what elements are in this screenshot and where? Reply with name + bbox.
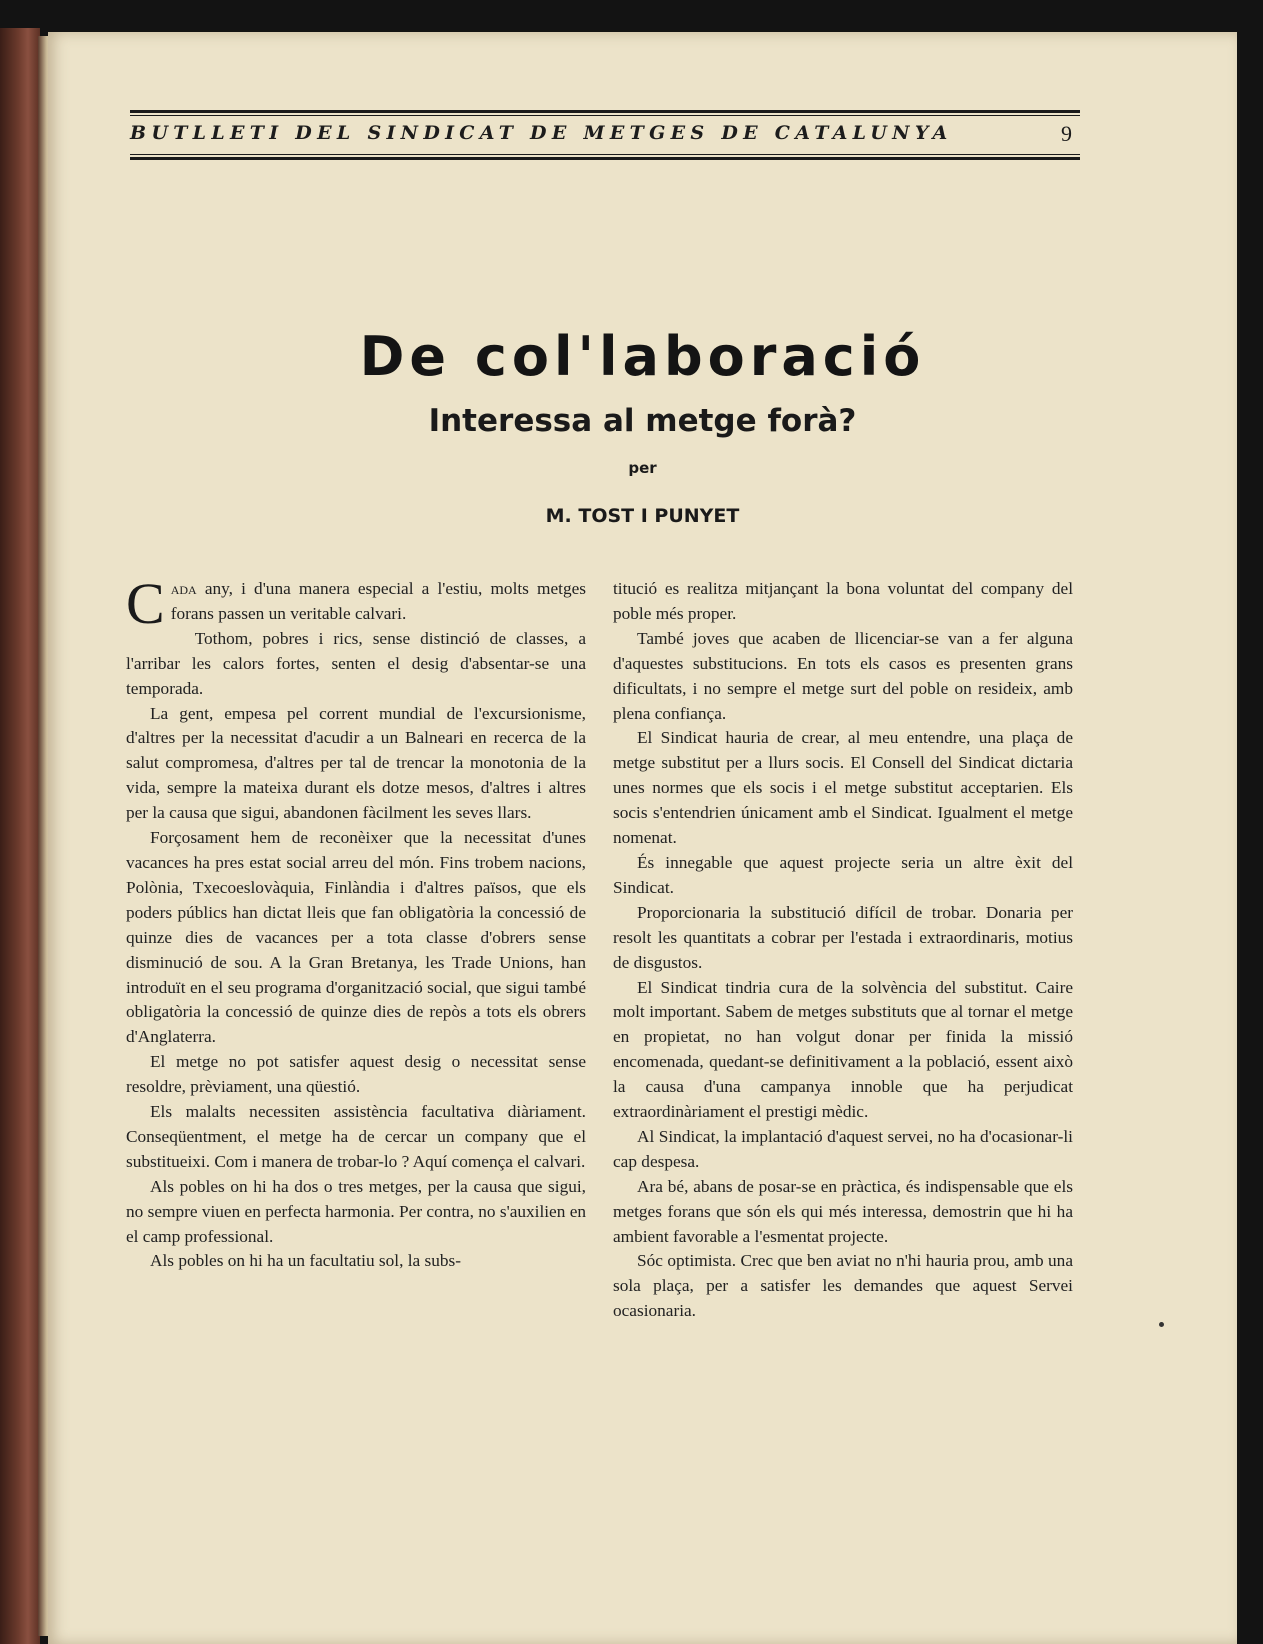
ink-speck	[1159, 1322, 1164, 1327]
article-title: De col'laboració	[359, 325, 926, 388]
opening-paragraph	[126, 571, 586, 636]
paragraph: Forçosament hem de reconèixer que la necessitat d'unes vacances ha pres estat social arreu del món. Fins trobem nacions, Polònia, Txecoeslovàquia, Finlàndia i d'altres països, que els poders públics han dictat lleis que fan obligatòria la concessió de quinze dies de vacances per a tota classe d'obrers sense disminució de sou. A la Gran Bretanya, les Trade Unions, han introduït en el seu programa d'organització social, que sigui també obligatòria la concessió de quinze dies de repòs a tots els obrers d'Anglaterra.	[126, 828, 586, 1047]
opening-text: any, i d'una manera especial a l'estiu, molts metges forans passen un veritable calvari.	[170, 579, 586, 623]
running-header	[130, 110, 1080, 162]
header-rule	[130, 157, 1080, 160]
page-number: 9	[1061, 121, 1072, 146]
drop-cap: C	[126, 571, 165, 636]
paragraph: També joves que acaben de llicenciar-se van a fer alguna d'aquestes substitucions. En tots els casos es presenten grans dificultats, i no sempre el metge surt del poble on resideix, amb plena confiança.	[613, 628, 1073, 723]
paragraph: Tothom, pobres i rics, sense distinció de classes, a l'arribar les calors fortes, senten el desig d'absentar-se una temporada.	[126, 628, 586, 698]
byline-prefix: per	[628, 459, 657, 477]
book-spine	[0, 28, 40, 1644]
paragraph: Els malalts necessiten assistència facultativa diàriament. Conseqüentment, el metge ha de cercar un company que el substitueixi. Com i manera de trobar-lo ? Aquí comença el calvari.	[126, 1102, 586, 1171]
right-column	[613, 577, 1073, 1324]
continued-paragraph: titució es realitza mitjançant la bona voluntat del company del poble més proper.	[613, 579, 1073, 623]
article-subtitle: Interessa al metge forà?	[428, 403, 857, 439]
header-rule	[130, 154, 1080, 155]
paragraph: Al Sindicat, la implantació d'aquest servei, no ha d'ocasionar-li cap despesa.	[613, 1126, 1073, 1171]
paragraph: La gent, empesa pel corrent mundial de l'excursionisme, d'altres per la necessitat d'acudir a un Balneari en recerca de la salut compromesa, d'altres per tal de trencar la monotonia de la vida, sempre la mateixa durant els dotze mesos, d'altres i altres per la causa que sigui, abandonen fàcilment les seves llars.	[126, 703, 586, 823]
journal-title: BUTLLETI DEL SINDICAT DE METGES DE CATALUNYA	[130, 122, 953, 144]
paragraph: Ara bé, abans de posar-se en pràctica, és indispensable que els metges forans que són els qui més interessa, demostrin que hi ha ambient favorable a l'esmentat projecte.	[613, 1176, 1073, 1246]
left-column	[126, 571, 586, 1274]
paragraph: El metge no pot satisfer aquest desig o necessitat sense resoldre, prèviament, una qüestió.	[126, 1052, 586, 1097]
header-rule	[130, 115, 1080, 116]
opening-small-caps: ada	[170, 579, 197, 598]
header-rule	[130, 110, 1080, 113]
paragraph: El Sindicat tindria cura de la solvència del substitut. Caire molt important. Sabem de metges substituts que al tornar el metge en propietat, no han volgut donar per finida la missió encomenada, quedant-se definitivament a la població, essent això la causa d'una campanya innoble que ha perjudicat extraordinàriament el prestigi mèdic.	[613, 977, 1073, 1122]
article-author: M. TOST I PUNYET	[545, 505, 740, 527]
paragraph: Als pobles on hi ha un facultatiu sol, la subs-	[150, 1251, 462, 1271]
paragraph: És innegable que aquest projecte seria un altre èxit del Sindicat.	[613, 852, 1073, 897]
paragraph: Als pobles on hi ha dos o tres metges, per la causa que sigui, no sempre viuen en perfecta harmonia. Per contra, no s'auxilien en el camp professional.	[126, 1176, 586, 1246]
paragraph: Proporcionaria la substitució difícil de trobar. Donaria per resolt les quantitats a cobrar per l'estada i extraordinaris, motius de disgustos.	[613, 902, 1073, 972]
paragraph: El Sindicat hauria de crear, al meu entendre, una plaça de metge substitut per a llurs socis. El Consell del Sindicat dictaria unes normes que els socis i el metge substitut acceptarien. Els socis s'entendrien únicament amb el Sindicat. Igualment el metge nomenat.	[613, 728, 1073, 848]
paragraph: Sóc optimista. Crec que ben aviat no n'hi hauria prou, amb una sola plaça, per a satisfer les demandes que aquest Servei ocasionaria.	[613, 1251, 1073, 1321]
